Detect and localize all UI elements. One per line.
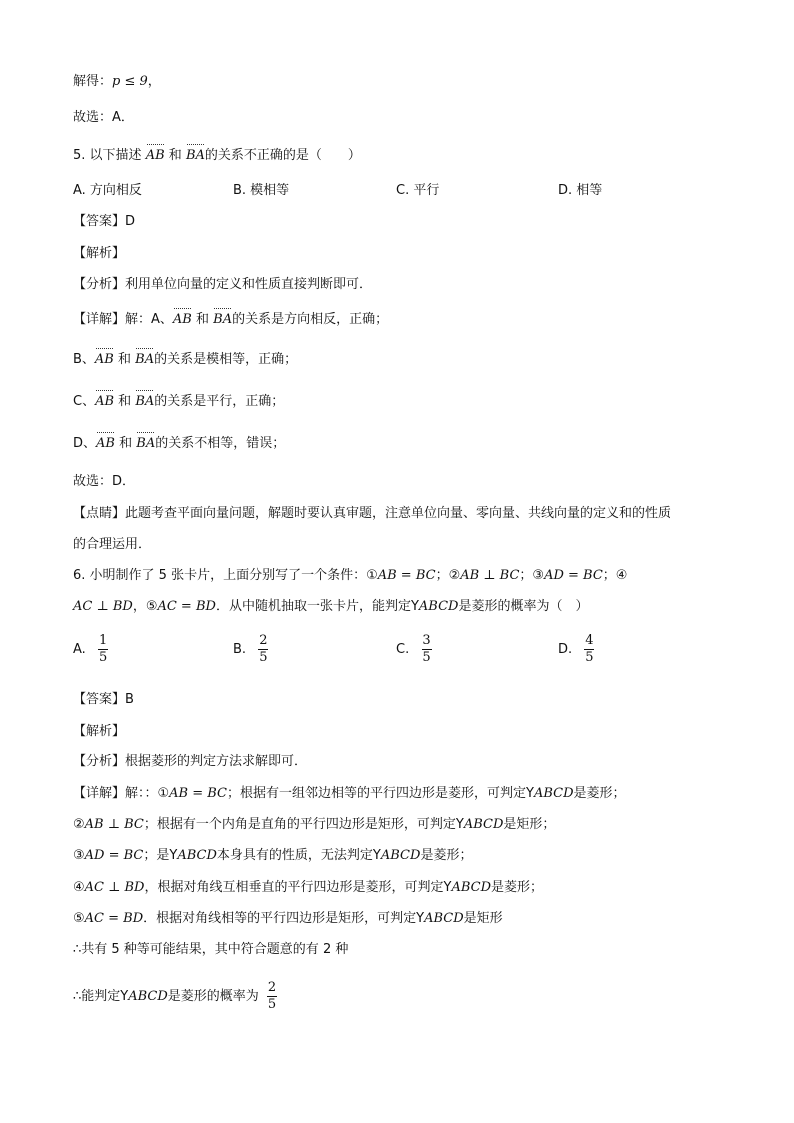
fraction	[98, 633, 108, 666]
parallelogram-symbol: Y	[526, 786, 534, 801]
abcd: ABCD	[533, 786, 574, 801]
option-label: C.	[396, 642, 410, 657]
vector-ab: AB	[96, 431, 115, 453]
option-label: A.	[73, 642, 86, 657]
detail-5-d	[73, 431, 285, 453]
numerator: 1	[98, 633, 108, 648]
text: ⑤	[73, 911, 85, 926]
dianjing-line-1: 【点睛】此题考查平面向量问题，解题时要认真审题，注意单位向量、零向量、共线向量的定义和的性质	[73, 506, 672, 521]
sep: ；④	[602, 568, 628, 583]
vector-ba: BA	[213, 307, 232, 329]
detail-5-b	[73, 347, 297, 369]
text: ④	[73, 880, 85, 895]
abcd: ABCD	[424, 911, 464, 926]
q5-option-c: C. 平行	[396, 183, 440, 198]
detail-6-4	[73, 879, 543, 897]
text: 是矩形；	[503, 817, 556, 832]
text: 【详解】解：：①	[73, 786, 170, 801]
text: ③	[73, 848, 85, 863]
vector-ba: BA	[135, 347, 154, 369]
numerator: 3	[422, 633, 431, 648]
punct: ，	[147, 74, 161, 89]
parallelogram-symbol: Y	[410, 599, 419, 614]
vector-ab: AB	[173, 307, 192, 329]
text: 是菱形；	[491, 880, 544, 895]
text: 的关系是方向相反，正确；	[232, 312, 389, 327]
q5-option-b: B. 模相等	[233, 183, 290, 198]
fraction	[258, 633, 268, 666]
conj: 和	[119, 436, 133, 451]
parallelogram-symbol: Y	[455, 817, 464, 832]
denominator: 5	[259, 650, 268, 665]
question-5	[73, 143, 361, 165]
text: 本身具有的性质，无法判定	[216, 848, 373, 863]
sep: ；②	[435, 568, 461, 583]
q5-stem: 5. 以下描述	[73, 148, 142, 163]
q5-option-a: A. 方向相反	[73, 183, 142, 198]
fenxi-5: 【分析】利用单位向量的定义和性质直接判断即可．	[73, 277, 373, 292]
parallelogram-symbol: Y	[443, 880, 452, 895]
cond-1: AB = BC	[377, 568, 436, 583]
detail-6-5	[73, 910, 503, 928]
text: ②	[73, 817, 85, 832]
vector-ab: AB	[146, 143, 165, 165]
cond-2: AB ⊥ BC	[84, 817, 144, 832]
vector-ab: AB	[95, 347, 114, 369]
cond-3: AD = BC	[544, 568, 603, 583]
text: ；根据有一个内角是直角的平行四边形是矩形，可判定	[143, 817, 456, 832]
text: ；是	[143, 848, 170, 863]
conclusion-count: ∴共有 5 种等可能结果，其中符合题意的有 2 种	[73, 942, 349, 957]
abcd: ABCD	[380, 848, 421, 863]
text: 解得：	[73, 74, 113, 89]
choice-5: 故选：D．	[73, 474, 136, 489]
text: D、	[73, 436, 97, 451]
denominator: 5	[267, 997, 277, 1012]
text: 的关系是平行，正确；	[154, 394, 285, 409]
cond-4: AC ⊥ BD	[73, 599, 133, 614]
detail-5-c	[73, 389, 284, 411]
abcd: ABCD	[463, 817, 504, 832]
fraction	[584, 633, 594, 666]
parallelogram-symbol: Y	[169, 848, 178, 863]
option-label: B.	[233, 642, 247, 657]
text: ．从中随机抽取一张卡片，能判定	[215, 599, 411, 614]
text: ．根据对角线相等的平行四边形是矩形，可判定	[143, 911, 417, 926]
text: 的关系不相等，错误；	[155, 436, 286, 451]
vector-ab: AB	[95, 389, 114, 411]
sep: ；③	[519, 568, 545, 583]
question-6-line-1	[73, 567, 627, 585]
choice-line: 故选：A．	[73, 110, 134, 125]
conj: 和	[118, 394, 132, 409]
fenxi-6: 【分析】根据菱形的判定方法求解即可．	[73, 754, 308, 769]
text: 【详解】解：A、	[73, 312, 173, 327]
denominator: 5	[585, 650, 594, 665]
vector-ba: BA	[136, 431, 155, 453]
text: ；根据有一组邻边相等的平行四边形是菱形，可判定	[227, 786, 527, 801]
question-6-line-2	[73, 598, 588, 616]
conj: 和	[168, 148, 182, 163]
detail-6-1	[73, 785, 626, 803]
math-inequality: p ≤ 9	[112, 74, 148, 89]
text: 的关系是模相等，正确；	[154, 352, 298, 367]
fraction	[267, 980, 277, 1013]
q5-tail: 的关系不正确的是（ ）	[204, 148, 361, 163]
detail-6-2	[73, 816, 555, 834]
numerator: 2	[267, 980, 277, 995]
answer-5: 【答案】D	[73, 214, 136, 229]
denominator: 5	[98, 650, 108, 665]
detail-6-3	[73, 847, 472, 865]
fraction	[421, 633, 431, 666]
text: ∴能判定	[73, 989, 121, 1004]
parallelogram-symbol: Y	[416, 911, 425, 926]
denominator: 5	[422, 650, 431, 665]
abcd: ABCD	[451, 880, 491, 895]
conj: 和	[196, 312, 210, 327]
analysis-5-heading: 【解析】	[73, 246, 126, 261]
abcd: ABCD	[418, 599, 459, 614]
text: B、	[73, 352, 95, 367]
abcd: ABCD	[128, 989, 168, 1004]
q6-option-c	[396, 633, 432, 666]
numerator: 4	[585, 633, 594, 648]
abcd: ABCD	[177, 848, 217, 863]
cond-5: AC = BD	[157, 599, 216, 614]
text: C、	[73, 394, 96, 409]
q5-option-d: D. 相等	[558, 183, 603, 198]
sep: ，⑤	[132, 599, 158, 614]
cond-5: AC = BD	[84, 911, 144, 926]
text: ，根据对角线互相垂直的平行四边形是菱形，可判定	[144, 880, 444, 895]
text: 是菱形；	[420, 848, 473, 863]
text: 是菱形的概率为	[167, 989, 259, 1004]
numerator: 2	[259, 633, 268, 648]
option-label: D.	[558, 642, 573, 657]
parallelogram-symbol: Y	[372, 848, 381, 863]
answer-6: 【答案】B	[73, 692, 134, 707]
detail-5-a	[73, 307, 388, 329]
solution-line	[73, 73, 161, 91]
q6-option-b	[233, 633, 268, 666]
text: 是矩形	[463, 911, 503, 926]
text: 是菱形的概率为（ ）	[458, 599, 589, 614]
vector-ba: BA	[135, 389, 154, 411]
q6-option-d	[558, 633, 595, 666]
parallelogram-symbol: Y	[120, 989, 129, 1004]
dianjing-line-2: 的合理运用．	[73, 537, 152, 552]
cond-2: AB ⊥ BC	[460, 568, 520, 583]
text: 是菱形；	[573, 786, 626, 801]
cond-3: AD = BC	[84, 848, 144, 863]
text: 6. 小明制作了 5 张卡片，上面分别写了一个条件：①	[73, 568, 378, 583]
conj: 和	[118, 352, 132, 367]
conclusion-probability	[73, 980, 277, 1014]
analysis-6-heading: 【解析】	[73, 724, 126, 739]
cond-1: AB = BC	[169, 786, 227, 801]
cond-4: AC ⊥ BD	[84, 880, 145, 895]
vector-ba: BA	[186, 143, 205, 165]
q6-option-a	[73, 633, 108, 666]
